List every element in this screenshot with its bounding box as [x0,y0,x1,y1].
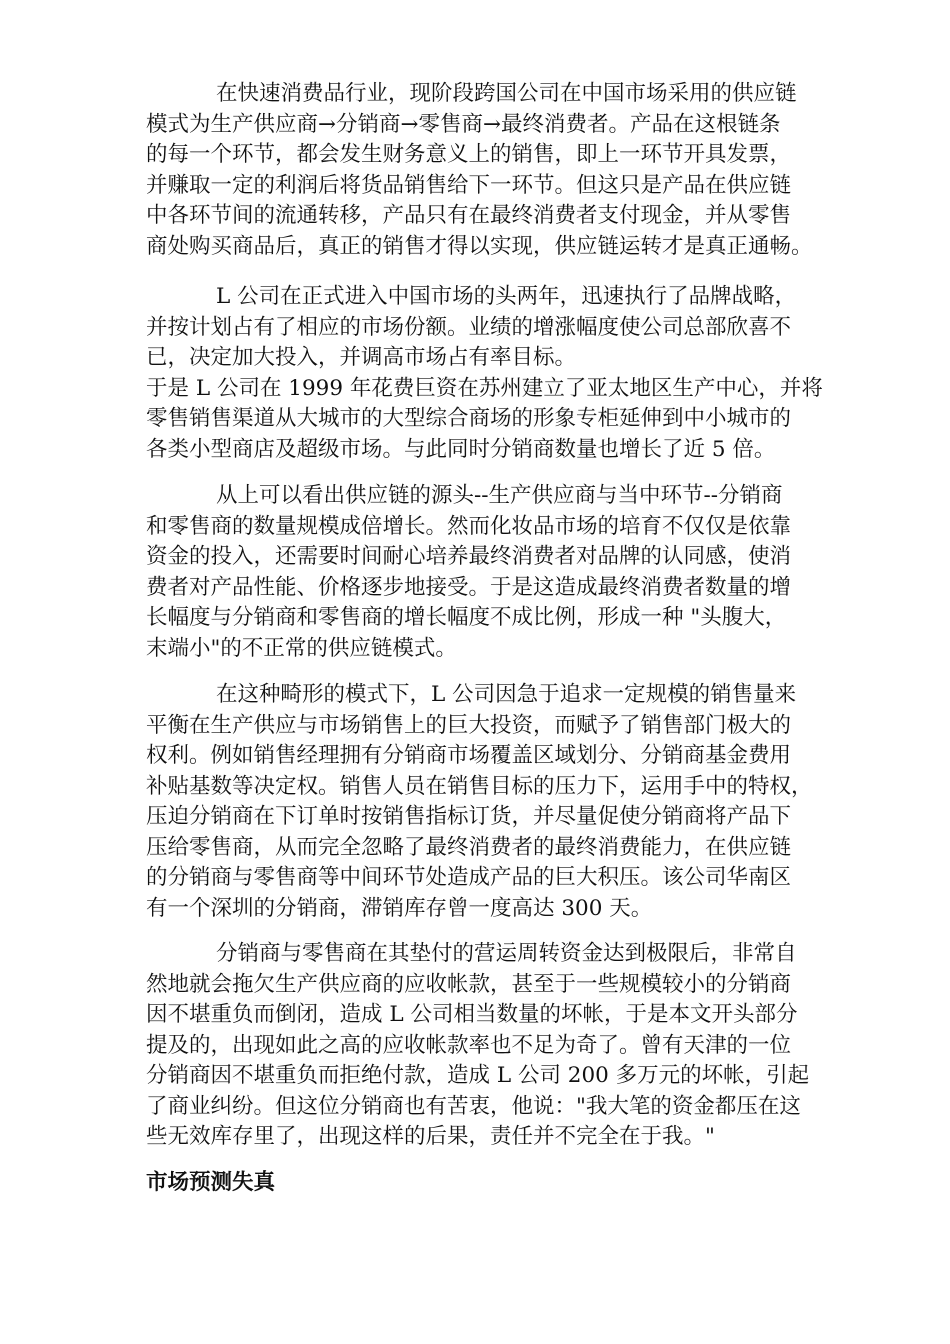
text-line: 在这种畸形的模式下，L 公司因急于追求一定规模的销售量来 [216,682,797,707]
text-line: 从上可以看出供应链的源头--生产供应商与当中环节--分销商 [216,483,783,508]
text-line: 商处购买商品后，真正的销售才得以实现，供应链运转才是真正通畅。 [146,233,813,259]
text-line: 分销商与零售商在其垫付的营运周转资金达到极限后，非常自 [216,941,797,966]
text-line: 因不堪重负而倒闭，造成 L 公司相当数量的坏帐，于是本文开头部分 [146,1002,798,1027]
paragraph-sales-pressure [146,680,886,924]
text-line: 已，决定加大投入，并调高市场占有率目标。 [146,345,577,370]
text-line: 并赚取一定的利润后将货品销售给下一环节。但这只是产品在供应链 [146,172,792,198]
text-line: 资金的投入，还需要时间耐心培养最终消费者对品牌的认同感，使消 [146,544,792,569]
text-line: 的分销商与零售商等中间环节处造成产品的巨大积压。该公司华南区 [146,865,792,890]
text-line: 然地就会拖欠生产供应商的应收帐款，甚至于一些规模较小的分销商 [146,971,792,997]
text-line: 长幅度与分销商和零售商的增长幅度不成比例，形成一种 "头腹大， [146,605,787,630]
paragraph-chain-imbalance [146,481,886,664]
text-line: 的每一个环节，都会发生财务意义上的销售，即上一环节开具发票， [146,142,792,167]
text-line: 零售销售渠道从大城市的大型综合商场的形象专柜延伸到中小城市的 [146,406,792,431]
text-line: 费者对产品性能、价格逐步地接受。于是这造成最终消费者数量的增 [146,574,792,600]
text-line: 补贴基数等决定权。销售人员在销售目标的压力下，运用手中的特权， [146,773,813,799]
text-line: 些无效库存里了，出现这样的后果，责任并不完全在于我。" [146,1124,715,1149]
text-line: 并按计划占有了相应的市场份额。业绩的增涨幅度使公司总部欣喜不 [146,314,792,340]
text-line: 各类小型商店及超级市场。与此同时分销商数量也增长了近 5 倍。 [146,436,776,462]
text-line: 和零售商的数量规模成倍增长。然而化妆品市场的培育不仅仅是依靠 [146,513,792,539]
text-line: 提及的，出现如此之高的应收帐款率也不足为奇了。曾有天津的一位 [146,1032,792,1058]
text-line: 了商业纠纷。但这位分销商也有苦衷，他说："我大笔的资金都压在这 [146,1093,801,1119]
text-line: 分销商因不堪重负而拒绝付款，造成 L 公司 200 多万元的坏帐，引起 [146,1063,810,1088]
text-line: 中各环节间的流通转移，产品只有在最终消费者支付现金，并从零售 [146,203,792,228]
paragraph-company-expansion [146,282,886,465]
text-line: 末端小"的不正常的供应链模式。 [146,635,457,661]
paragraph-supply-chain-model [146,79,886,262]
text-line: L 公司在正式进入中国市场的头两年，迅速执行了品牌战略， [216,284,797,309]
paragraph-bad-debts [146,939,886,1153]
text-line: 于是 L 公司在 1999 年花费巨资在苏州建立了亚太地区生产中心，并将 [146,375,823,401]
text-line: 压迫分销商在下订单时按销售指标订货，并尽量促使分销商将产品下 [146,804,792,829]
text-line: 平衡在生产供应与市场销售上的巨大投资，而赋予了销售部门极大的 [146,712,792,738]
text-line: 压给零售商，从而完全忽略了最终消费者的最终消费能力，在供应链 [146,834,792,860]
text-line: 在快速消费品行业，现阶段跨国公司在中国市场采用的供应链 [216,81,797,106]
text-line: 有一个深圳的分销商，滞销库存曾一度高达 300 天。 [146,895,653,921]
text-line: 模式为生产供应商→分销商→零售商→最终消费者。产品在这根链条 [146,111,781,137]
section-heading: 市场预测失真 [146,1170,276,1195]
text-line: 权利。例如销售经理拥有分销商市场覆盖区域划分、分销商基金费用 [146,743,792,768]
